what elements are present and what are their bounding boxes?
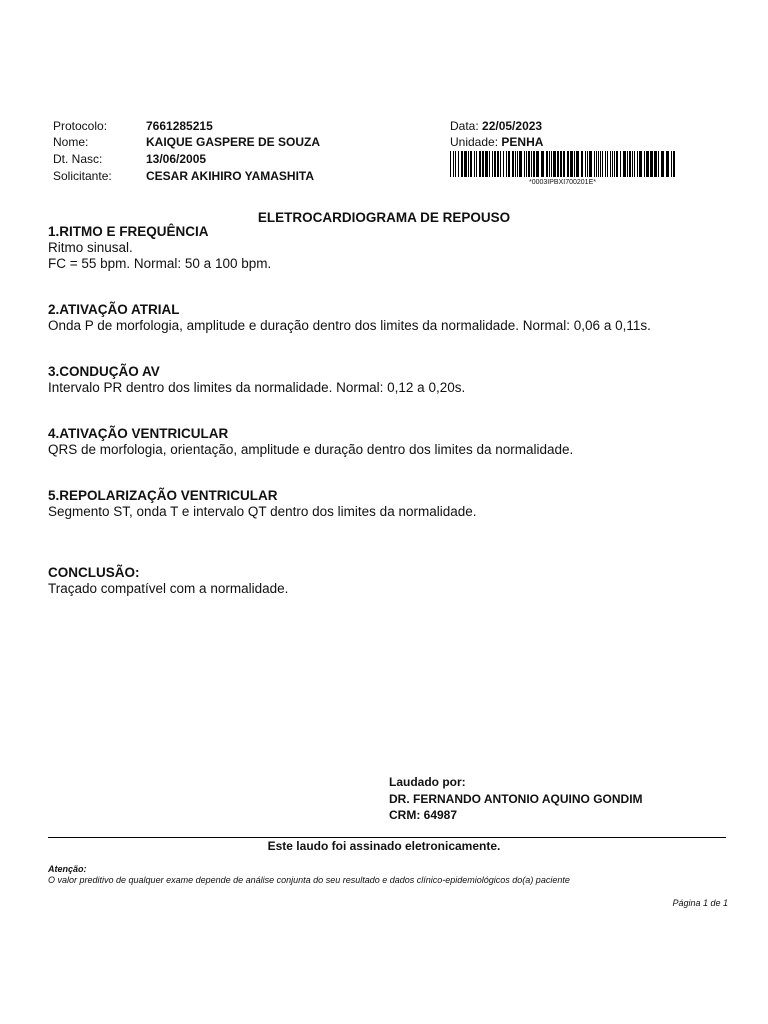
barcode-bar [610,151,611,177]
solicitante-label: Solicitante: [53,169,112,183]
barcode-bar [541,151,544,177]
barcode-bar [492,151,493,177]
barcode-bar [616,151,618,177]
barcode-bar [461,151,463,177]
barcode-bar [632,151,633,177]
barcode-bar [524,151,525,177]
barcode-bar [479,151,481,177]
barcode-bar [536,151,539,177]
barcode-bar [526,151,527,177]
barcode-bar [658,151,659,177]
protocolo-value: 7661285215 [146,119,213,133]
section-3-line-1: Intervalo PR dentro dos limites da normalidade. Normal: 0,12 a 0,20s. [48,380,466,395]
footer-divider [48,837,726,838]
barcode-bar [594,151,595,177]
barcode-bar [661,151,664,177]
barcode-bar [639,151,642,177]
barcode-bar [497,151,499,177]
barcode-bar [557,151,559,177]
data-value: 22/05/2023 [482,119,543,133]
barcode-bar [570,151,573,177]
conclusion-heading: CONCLUSÃO: [48,565,140,580]
barcode-bar [623,151,626,177]
solicitante-value: CESAR AKIHIRO YAMASHITA [146,169,315,183]
barcode-bar [528,151,530,177]
barcode-bar [515,151,516,177]
section-3-heading: 3.CONDUÇÃO AV [48,364,160,379]
barcode-bar [666,151,669,177]
nome-label: Nome: [53,135,89,149]
barcode-bar [644,151,645,177]
barcode-bar [482,151,484,177]
barcode-bar [567,151,569,177]
data-label: Data: [450,119,479,133]
barcode-bar [605,151,606,177]
barcode-bar [519,151,522,177]
barcode-bar [581,151,583,177]
signature-doctor: DR. FERNANDO ANTONIO AQUINO GONDIM [389,792,643,806]
barcode-bar [506,151,507,177]
barcode-bar [607,151,608,177]
barcode-bar [600,151,601,177]
section-5-line-1: Segmento ST, onda T e intervalo QT dentro dos limites da normalidade. [48,504,477,519]
barcode-bar [646,151,649,177]
barcode-bar [553,151,556,177]
barcode-bar [517,151,518,177]
data-field [450,119,542,133]
barcode-bar [589,151,592,177]
barcode-bar [468,151,469,177]
barcode-bar [585,151,586,177]
dtnasc-value: 13/06/2005 [146,152,207,166]
barcode-bar [654,151,657,177]
barcode-bar [629,151,631,177]
conclusion-text: Traçado compatível com a normalidade. [48,581,289,596]
barcode-bar [458,151,459,177]
barcode-bar [485,151,488,177]
barcode-bar [533,151,535,177]
section-5-heading: 5.REPOLARIZAÇÃO VENTRICULAR [48,488,278,503]
unidade-field [450,135,543,149]
barcode-bar [576,151,579,177]
barcode-bar [470,151,472,177]
barcode-bar [637,151,638,177]
barcode-bar [464,151,467,177]
section-4-heading: 4.ATIVAÇÃO VENTRICULAR [48,426,229,441]
barcode-bar [650,151,653,177]
barcode-bar [531,151,532,177]
section-2-line-1: Onda P de morfologia, amplitude e duração dentro dos limites da normalidade. Normal: 0,06 a 0,11s. [48,318,651,333]
barcode-bar [549,151,550,177]
barcode-bar [620,151,621,177]
signed-note: Este laudo foi assinado eletronicamente. [267,839,501,853]
nome-value: KAIQUE GASPERE DE SOUZA [146,135,321,149]
barcode-bar [574,151,575,177]
barcode-bar [489,151,490,177]
section-1-line-1: Ritmo sinusal. [48,240,133,255]
barcode-bar [474,151,475,177]
section-1-line-2: FC = 55 bpm. Normal: 50 a 100 bpm. [48,256,272,271]
signature-label: Laudado por: [389,775,466,789]
barcode-bar [455,151,456,177]
barcode-bar [634,151,635,177]
protocolo-label: Protocolo: [53,119,108,133]
barcode-bar [671,151,672,177]
barcode-bar [614,151,615,177]
section-2-heading: 2.ATIVAÇÃO ATRIAL [48,302,180,317]
barcode-bar [602,151,603,177]
barcode-bar [450,151,451,177]
barcode-bar [587,151,588,177]
section-1-heading: 1.RITMO E FREQUÊNCIA [48,224,209,239]
barcode-bar [612,151,613,177]
report-title: ELETROCARDIOGRAMA DE REPOUSO [257,210,511,225]
dtnasc-label: Dt. Nasc: [53,152,103,166]
page-number: Página 1 de 1 [672,898,728,908]
barcode-image [450,151,675,177]
barcode-bar [503,151,504,177]
barcode-bar [627,151,628,177]
barcode-bar [476,151,477,177]
barcode-bar [598,151,599,177]
unidade-label: Unidade: [450,135,499,149]
barcode-bar [508,151,510,177]
unidade-value: PENHA [501,135,544,149]
signature-crm: CRM: 64987 [389,808,458,822]
barcode-bar [453,151,454,177]
barcode-bar [673,151,675,177]
barcode-bar [500,151,501,177]
barcode-bar [551,151,552,177]
barcode-bar [546,151,548,177]
barcode-bar [596,151,597,177]
barcode-bar [512,151,514,177]
attention-text: O valor preditivo de qualquer exame depende de análise conjunta do seu resultado e dados clínico-epidemiológicos do(a) paciente [48,875,570,885]
barcode-bar [563,151,565,177]
attention-label: Atenção: [48,864,87,874]
barcode-caption: *0003IPBXI700201E* [529,179,596,186]
barcode-bar [494,151,496,177]
barcode-bar [560,151,562,177]
section-4-line-1: QRS de morfologia, orientação, amplitude e duração dentro dos limites da normalidade. [48,442,574,457]
